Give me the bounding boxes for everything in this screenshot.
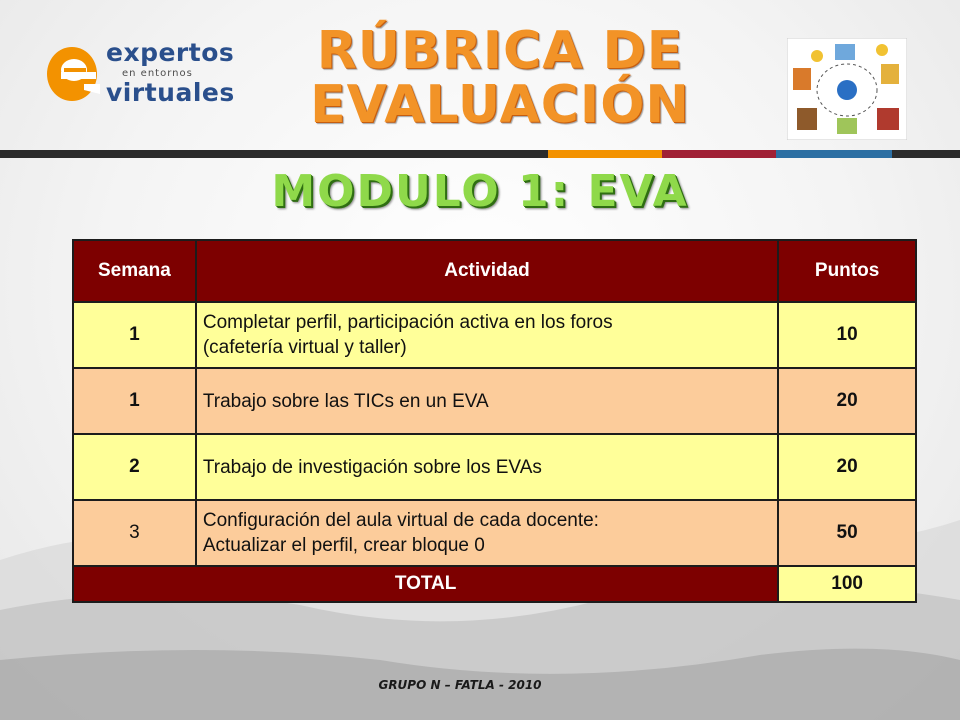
total-label: TOTAL (73, 566, 778, 602)
module-subtitle: MODULO 1: EVA (271, 166, 689, 217)
rubric-table (72, 239, 917, 603)
logo (44, 34, 234, 108)
header-puntos: Puntos (778, 240, 916, 302)
cell-semana: 2 (73, 434, 196, 500)
table-row (73, 434, 916, 500)
cell-actividad (196, 434, 778, 500)
cell-semana: 1 (73, 302, 196, 368)
actividad-line: Configuración del aula virtual de cada docente: (202, 510, 599, 531)
cell-puntos: 10 (778, 302, 916, 368)
logo-text-virtuales: virtuales (106, 78, 235, 107)
header-actividad: Actividad (196, 240, 778, 302)
e-logo-icon (44, 40, 100, 104)
table-row (73, 368, 916, 434)
actividad-line: Trabajo sobre las TICs en un EVA (202, 390, 489, 412)
cell-semana: 3 (73, 500, 196, 566)
cell-puntos: 50 (778, 500, 916, 566)
elearning-collage-image (787, 38, 907, 140)
actividad-line: Actualizar el perfil, crear bloque 0 (202, 535, 485, 556)
actividad-line: (cafetería virtual y taller) (202, 337, 407, 358)
table-header-row (73, 240, 916, 302)
cell-actividad (196, 302, 778, 368)
header-semana: Semana (73, 240, 196, 302)
footer-credit: GRUPO N – FATLA - 2010 (378, 678, 542, 692)
cell-semana: 1 (73, 368, 196, 434)
cell-actividad (196, 500, 778, 566)
actividad-line: Completar perfil, participación activa en los foros (202, 312, 613, 333)
logo-text-expertos: expertos (106, 38, 235, 67)
cell-puntos: 20 (778, 368, 916, 434)
title-line-1: RÚBRICA DE (316, 21, 684, 81)
total-value: 100 (778, 566, 916, 602)
title-line-2: EVALUACIÓN (310, 75, 690, 135)
cell-actividad (196, 368, 778, 434)
total-row (73, 566, 916, 602)
actividad-line: Trabajo de investigación sobre los EVAs (202, 456, 542, 478)
logo-text-entornos: en entornos (122, 68, 193, 79)
table-row (73, 302, 916, 368)
header-divider (0, 150, 960, 158)
table-row (73, 500, 916, 566)
cell-puntos: 20 (778, 434, 916, 500)
page-title (280, 21, 720, 135)
